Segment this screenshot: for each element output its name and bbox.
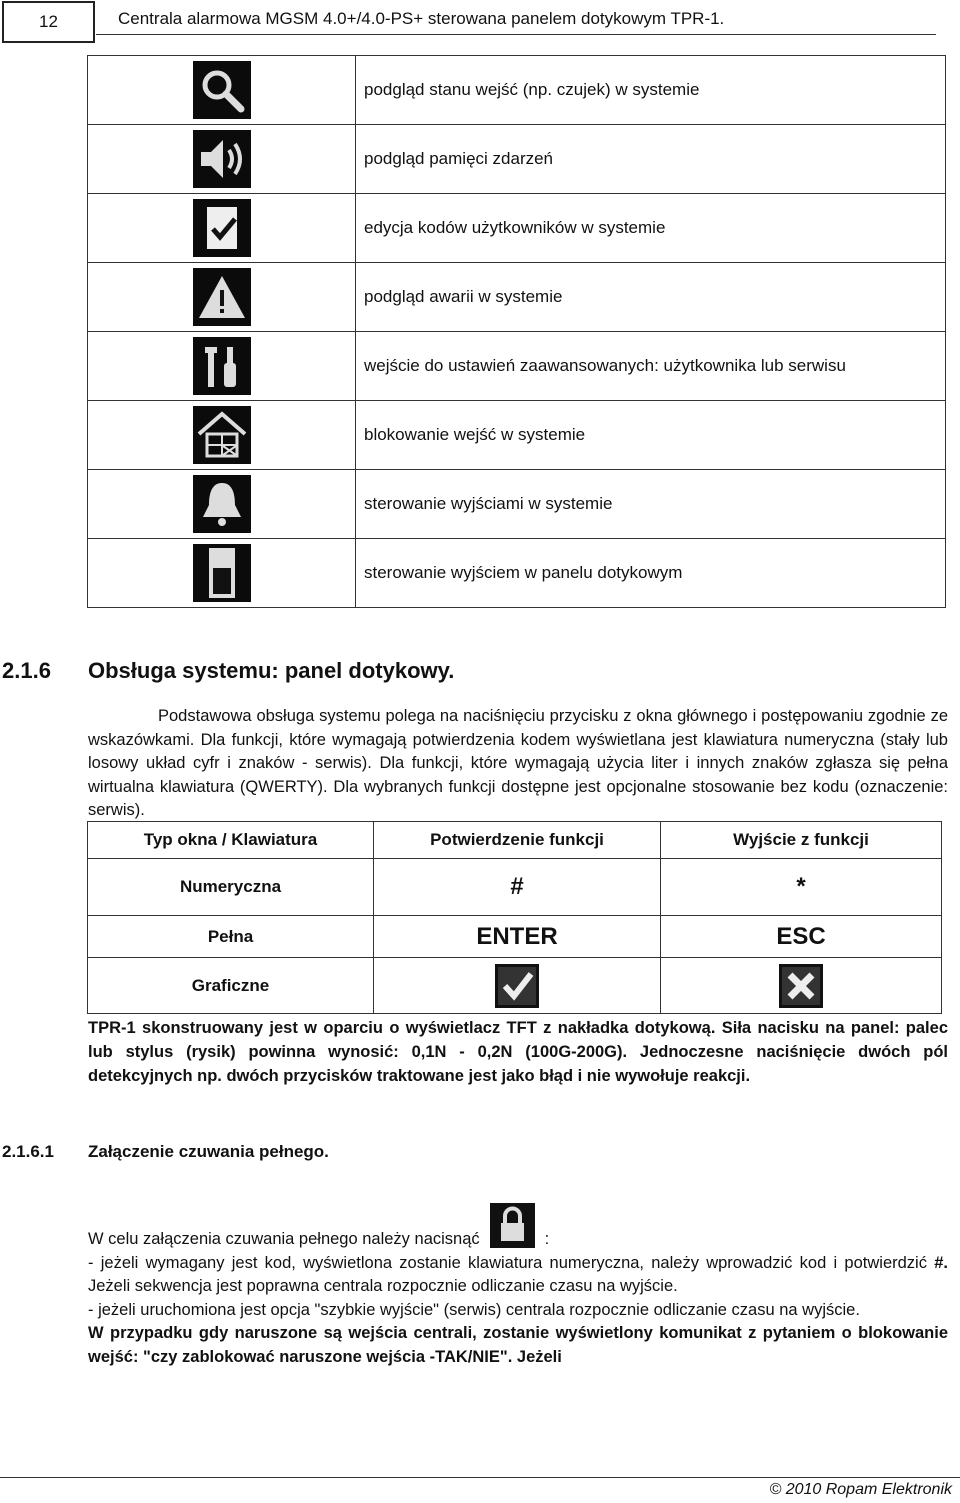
table-row (88, 470, 946, 539)
subsection-number: 2.1.6.1 (2, 1142, 54, 1161)
subsection-body (88, 1203, 948, 1369)
column-header: Typ okna / Klawiatura (88, 822, 374, 859)
bell-icon (193, 475, 251, 533)
section-paragraph (88, 705, 948, 823)
table-row (88, 56, 946, 125)
magnifier-icon (193, 61, 251, 119)
window-type-cell: Graficzne (88, 958, 374, 1014)
page-title: Centrala alarmowa MGSM 4.0+/4.0-PS+ sterowana panelem dotykowym TPR-1. (118, 9, 725, 28)
table-row (88, 401, 946, 470)
table-row (88, 958, 942, 1014)
function-label: podgląd stanu wejść (np. czujek) w systemie (356, 56, 946, 125)
subsection-title: Załączenie czuwania pełnego. (88, 1142, 329, 1161)
intro-line (88, 1203, 948, 1252)
condition-line (88, 1252, 948, 1299)
window-type-cell: Numeryczna (88, 859, 374, 916)
function-label: edycja kodów użytkowników w systemie (356, 194, 946, 263)
table-row (88, 332, 946, 401)
keyboard-table (87, 821, 942, 1014)
confirm-cell: ENTER (374, 916, 661, 958)
hash-key: #. (934, 1253, 948, 1272)
copyright: © 2010 Ropam Elektronik (769, 1481, 952, 1498)
function-label: wejście do ustawień zaawansowanych: użytkownika lub serwisu (356, 332, 946, 401)
function-label: podgląd pamięci zdarzeń (356, 125, 946, 194)
text-run: - jeżeli wymagany jest kod, wyświetlona zostanie klawiatura numeryczna, należy wprowadzić kod i potwierdzić (88, 1253, 935, 1272)
section-title: Obsługa systemu: panel dotykowy. (88, 658, 455, 683)
column-header: Potwierdzenie funkcji (374, 822, 661, 859)
section-number: 2.1.6 (2, 658, 51, 683)
x-icon (779, 964, 823, 1008)
house-block-icon (193, 406, 251, 464)
table-row (88, 916, 942, 958)
speaker-icon (193, 130, 251, 188)
bold-paragraph: W przypadku gdy naruszone są wejścia centrali, zostanie wyświetlony komunikat z pytaniem o blokowanie wejść: "czy zablokować naruszone wejścia -TAK/NIE". Jeżeli (88, 1324, 948, 1366)
function-icon-table (87, 55, 946, 608)
footer-divider (0, 1477, 960, 1478)
confirm-cell: # (374, 859, 661, 916)
table-row (88, 194, 946, 263)
text-run: Jeżeli sekwencja jest poprawna centrala rozpocznie odliczanie czasu na wyjście. (88, 1277, 678, 1295)
condition-line: - jeżeli uruchomiona jest opcja "szybkie wyjście" (serwis) centrala rozpocznie odliczanie czasu na wyjście. (88, 1300, 860, 1319)
header-divider (96, 34, 936, 35)
checkmark-icon (495, 964, 539, 1008)
function-label: sterowanie wyjściem w panelu dotykowym (356, 539, 946, 608)
tools-icon (193, 337, 251, 395)
table-row (88, 263, 946, 332)
table-row (88, 859, 942, 916)
colon-text: : (544, 1230, 550, 1248)
lock-icon (490, 1203, 535, 1248)
exit-cell: ESC (661, 916, 942, 958)
tpr-note: TPR-1 skonstruowany jest w oparciu o wyświetlacz TFT z nakładka dotykową. Siła nacisku na panel: palec lub stylus (rysik) powinna wynosić: 0,1N - 0,2N (100G-200G). Jednoczesne naciśnięcie dwóch pól detekcyjnych np. dwóch przycisków traktowane jest jako błąd i nie wywołuje reakcji. (88, 1019, 948, 1085)
window-type-cell: Pełna (88, 916, 374, 958)
table-row (88, 125, 946, 194)
exit-cell: * (661, 859, 942, 916)
paragraph-text: Podstawowa obsługa systemu polega na naciśnięciu przycisku z okna głównego i postępowaniu zgodnie ze wskazówkami. Dla funkcji, które wymagają potwierdzenia kodem wyświetlana jest klawiatura numeryczna (stały lub losowy układ cyfr i znaków - serwis). Dla funkcji, które wymagają użycia liter i innych znaków zgłasza się pełna wirtualna klawiatura (QWERTY). Dla wybranych funkcji dostępne jest opcjonalne stosowanie bez kodu (oznaczenie: serwis). (88, 707, 948, 819)
table-header-row (88, 822, 942, 859)
table-row (88, 539, 946, 608)
function-label: podgląd awarii w systemie (356, 263, 946, 332)
on-off-switch-icon (193, 544, 251, 602)
page-number: 12 (2, 1, 95, 43)
column-header: Wyjście z funkcji (661, 822, 942, 859)
intro-text: W celu załączenia czuwania pełnego należy nacisnąć (88, 1230, 480, 1248)
warning-icon (193, 268, 251, 326)
function-label: sterowanie wyjściami w systemie (356, 470, 946, 539)
function-label: blokowanie wejść w systemie (356, 401, 946, 470)
checklist-icon (193, 199, 251, 257)
